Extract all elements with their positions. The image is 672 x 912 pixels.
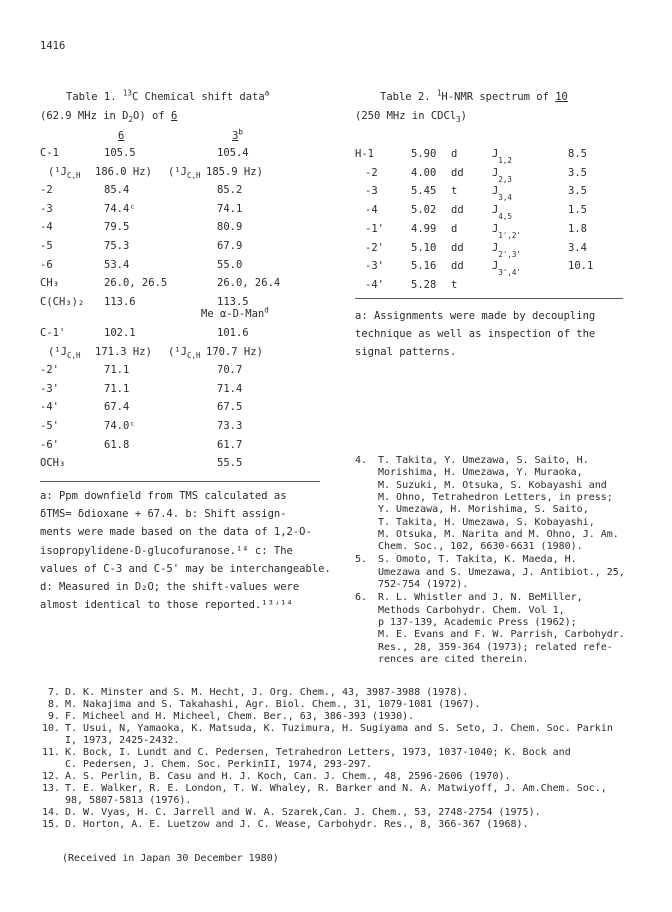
table1-row-value-3: 67.9 (217, 240, 243, 252)
table1-row2-value-3: 101.6 (217, 327, 249, 339)
table2-multiplicity: d (451, 148, 458, 160)
table1-footnote-line: d: Measured in D₂O; the shift-values were (40, 581, 300, 593)
reference-line: M. E. Evans and F. W. Parrish, Carbohydr. (378, 629, 625, 641)
table1-row2-label: -2' (40, 364, 59, 377)
table2-title: Table 2. $^1$H-NMR spectrum of 10 (380, 88, 568, 103)
reference-line: T. E. Walker, R. E. London, T. W. Whaley, R. Barker and N. A. Matwiyoff, J. Am.Chem. Soc., (65, 783, 607, 794)
table1-row-label: ($^1J_{C,H}$ (48, 165, 81, 180)
table2-multiplicity: dd (451, 241, 464, 254)
reference-number: 6. (355, 592, 368, 604)
table2-coupling: $J_{3',4'}$ (492, 260, 521, 278)
table1-row-value-3: 85.2 (217, 184, 243, 197)
table1-title: Table 1. $^{13}$C Chemical shift data$^a$ (66, 88, 270, 103)
table1-row-value-6: 26.0, 26.5 (104, 277, 168, 290)
j-subscript: C,H (66, 350, 81, 360)
reference-line: T. Takita, H. Umezawa, S. Kobayashi, (378, 516, 595, 528)
table2-proton: -4 (365, 204, 378, 217)
table1-row2-label: -4' (40, 401, 59, 414)
table1-footnote-line: ments were made based on the data of 1,2-O- (40, 526, 312, 539)
reference-line: R. L. Whistler and J. N. BeMiller, (378, 592, 583, 604)
table1-row2-value-3: 67.5 (217, 401, 243, 414)
table2-shift: 5.45 (411, 185, 437, 198)
table1-row-label: C-1 (40, 147, 59, 159)
table2-coupling-value: 1.5 (568, 204, 587, 217)
table1-row2-label: -5' (40, 420, 59, 432)
reference-number: 13. (41, 783, 60, 794)
table1-row-value-6: 105.5 (104, 147, 136, 159)
table1-col-6: 6 (118, 130, 125, 142)
table1-row-value-3: 105.4 (217, 147, 249, 159)
table1-row-value-3: 80.9 (217, 221, 243, 234)
reference-line: D. K. Minster and S. M. Hecht, J. Org. Chem., 43, 3987-3988 (1978). (65, 687, 469, 698)
table1-footnote-line: values of C-3 and C-5' may be interchangeable. (40, 562, 331, 575)
table1-row-value-6: 79.5 (104, 221, 130, 234)
reference-line: Morishima, H. Umezawa, Y. Muraoka, (378, 467, 583, 479)
reference-number: 8. (47, 699, 60, 710)
table1-row-label: -2 (40, 184, 53, 197)
table2-coupling: $J_{2',3'}$ (492, 241, 521, 259)
coupling-subscript: 3,4 (498, 193, 512, 203)
reference-line: Methods Carbohydr. Chem. Vol 1, (378, 604, 565, 616)
table2-shift: 4.99 (411, 222, 437, 235)
table2-footnote-line: signal patterns. (355, 346, 457, 359)
table1-row2-value-6: 74.0ᶜ (104, 420, 136, 432)
table2-footnote-line: a: Assignments were made by decoupling (355, 310, 596, 322)
table2-proton: -3 (365, 185, 378, 198)
table1-rule (40, 481, 320, 482)
table1-row-label: CH₃ (40, 277, 59, 290)
table1-row-label: -6 (40, 258, 53, 271)
reference-line: M. Nakajima and S. Takahashi, Agr. Biol. Chem., 31, 1079-1081 (1967). (65, 699, 481, 710)
reference-line: T. Takita, Y. Umezawa, S. Saito, H. (378, 455, 589, 466)
reference-line: Res., 28, 359-364 (1973); related refe- (378, 641, 613, 653)
table1-row-value-6: 53.4 (104, 258, 130, 271)
table2-coupling: $J_{1,2}$ (492, 148, 512, 166)
table1-row2-label: -6' (40, 438, 59, 451)
table1-row-value-3: 74.1 (217, 202, 243, 215)
table2-coupling: $J_{1',2'}$ (492, 222, 521, 240)
table2-coupling-value: 3.5 (568, 185, 587, 198)
reference-line: p 137-139, Academic Press (1962); (378, 616, 577, 628)
reference-line: 752-754 (1972). (378, 579, 469, 590)
table2-proton: -3' (365, 260, 384, 273)
reference-line: D. W. Vyas, H. C. Jarrell and W. A. Szarek,Can. J. Chem., 53, 2748-2754 (1975). (65, 807, 541, 818)
table2-coupling-value: 3.5 (568, 166, 587, 179)
reference-line: rences are cited therein. (378, 653, 529, 665)
table1-row-value-3: 26.0, 26.4 (217, 277, 281, 290)
reference-number: 11. (41, 747, 60, 758)
reference-line: A. S. Perlin, B. Casu and H. J. Koch, Can. J. Chem., 48, 2596-2606 (1970). (65, 771, 511, 782)
table1-row2-value-6: 171.3 Hz) (95, 345, 152, 358)
reference-line: 98, 5807-5813 (1976). (65, 795, 192, 806)
table2-proton: -2' (365, 241, 384, 254)
table1-row2-value-3: 55.5 (217, 457, 243, 470)
table2-multiplicity: t (451, 278, 458, 291)
table1-row2-value-6: 61.8 (104, 438, 130, 451)
table1-col-3: 3$^b$ (232, 127, 243, 142)
table1-row2-label: OCH₃ (40, 457, 66, 470)
table1-row-value-6: 74.4ᶜ (104, 202, 136, 215)
reference-number: 4. (355, 455, 368, 466)
reference-line: F. Micheel and H. Micheel, Chem. Ber., 63, 386-393 (1930). (65, 711, 415, 722)
table1-row-value-6: 85.4 (104, 184, 130, 197)
j-subscript: C,H (66, 170, 81, 180)
reference-line: Umezawa and S. Umezawa, J. Antibiot., 25, (378, 566, 625, 578)
table2-coupling-value: 10.1 (568, 260, 594, 273)
table2-rule (355, 298, 623, 299)
table1-row2-value-6: 71.1 (104, 382, 130, 395)
table1-row2-value-3: 70.7 (217, 364, 243, 377)
table2-shift: 4.00 (411, 166, 437, 179)
coupling-subscript: 2,3 (498, 174, 512, 184)
table1-row2-value-6: 102.1 (104, 327, 136, 339)
table2-proton: -1' (365, 222, 384, 235)
table1-row2-jlabel: ($^1J_{C,H}$ (168, 345, 201, 360)
table1-row2-value-3: 71.4 (217, 382, 243, 395)
reference-line: Chem. Soc., 102, 6630-6631 (1980). (378, 541, 583, 553)
reference-number: 5. (355, 554, 368, 566)
table2-coupling-value: 1.8 (568, 222, 587, 235)
reference-line: C. Pedersen, J. Chem. Soc. PerkinII, 1974, 293-297. (65, 759, 373, 770)
table1-row-value-6: 75.3 (104, 240, 130, 252)
table1-row-value-6: 113.6 (104, 295, 136, 308)
table2-multiplicity: dd (451, 204, 464, 217)
table1-row2-label: ($^1J_{C,H}$ (48, 345, 81, 360)
reference-number: 10. (41, 723, 60, 734)
reference-line: K. Bock, I. Lundt and C. Pedersen, Tetrahedron Letters, 1973, 1037-1040; K. Bock and (65, 747, 571, 758)
table1-row-label: -3 (40, 202, 53, 215)
table1-row-label: C(CH₃)₂ (40, 295, 85, 308)
coupling-subscript: 1',2' (498, 230, 521, 240)
table1-footnote-line: a: Ppm downfield from TMS calculated as (40, 490, 287, 502)
table1-footnote-line: almost identical to those reported.¹³ʴ¹⁴ (40, 599, 293, 612)
table1-row2-value-6: 67.4 (104, 401, 130, 414)
table1-subtitle: (62.9 MHz in $D_2O$) of 6 (40, 110, 178, 125)
reference-line: M. Otsuka, M. Narita and M. Ohno, J. Am. (378, 528, 619, 540)
coupling-subscript: 2',3' (498, 249, 521, 259)
table2-proton: -2 (365, 166, 378, 179)
table2-coupling-value: 3.4 (568, 241, 587, 254)
table1-row-jlabel: ($^1J_{C,H}$ (168, 165, 201, 180)
table2-coupling: $J_{4,5}$ (492, 204, 512, 222)
coupling-subscript: 4,5 (498, 212, 512, 222)
reference-number: 12. (41, 771, 60, 782)
me-man-header: Me α-D-Man$^d$ (201, 305, 269, 320)
table2-shift: 5.28 (411, 278, 437, 291)
table1-row-value-3: 113.5 (217, 295, 249, 308)
table2-subtitle: (250 MHz in CDCl$_3$) (355, 110, 467, 125)
reference-line: T. Usui, N, Yamaoka, K. Matsuda, K. Tuzimura, H. Sugiyama and S. Seto, J. Chem. Soc. Parkin (65, 723, 613, 734)
table1-row2-value-3: 73.3 (217, 420, 243, 432)
table1-row2-value-3: 61.7 (217, 438, 243, 451)
reference-line: S. Omoto, T. Takita, K. Maeda, H. (378, 554, 577, 566)
table2-multiplicity: t (451, 185, 458, 198)
table1-row-label: -4 (40, 221, 53, 234)
table1-row-value-3: 185.9 Hz) (206, 165, 263, 178)
table1-row2-value-3: 170.7 Hz) (206, 345, 263, 358)
table2-coupling: $J_{3,4}$ (492, 185, 512, 203)
table1-row-label: -5 (40, 240, 53, 252)
j-subscript: C,H (186, 350, 201, 360)
table2-multiplicity: dd (451, 260, 464, 273)
table1-footnote-line: δTMS= δdioxane + 67.4. b: Shift assign- (40, 508, 287, 521)
reference-number: 15. (41, 819, 60, 830)
table2-proton: H-1 (355, 148, 374, 160)
reference-line: I, 1973, 2425-2432. (65, 735, 180, 746)
reference-number: 9. (47, 711, 60, 722)
table2-shift: 5.02 (411, 204, 437, 217)
table2-multiplicity: d (451, 222, 458, 235)
coupling-subscript: 3',4' (498, 268, 521, 278)
table2-shift: 5.16 (411, 260, 437, 273)
reference-number: 7. (47, 687, 60, 698)
table1-row-value-6: 186.0 Hz) (95, 165, 152, 178)
table2-multiplicity: dd (451, 166, 464, 179)
table2-footnote-line: technique as well as inspection of the (355, 328, 596, 341)
table1-row-value-3: 55.0 (217, 258, 243, 271)
received-note: (Received in Japan 30 December 1980) (62, 853, 279, 864)
table2-coupling: $J_{2,3}$ (492, 166, 512, 184)
table1-row2-value-6: 71.1 (104, 364, 130, 377)
page-number: 1416 (40, 40, 66, 52)
reference-number: 14. (41, 807, 60, 818)
table1-row2-label: C-1' (40, 327, 66, 339)
reference-line: D. Horton, A. E. Luetzow and J. C. Wease, Carbohydr. Res., 8, 366-367 (1968). (65, 819, 529, 830)
j-subscript: C,H (186, 170, 201, 180)
table2-shift: 5.90 (411, 148, 437, 160)
table2-proton: -4' (365, 278, 384, 291)
reference-line: M. Ohno, Tetrahedron Letters, in press; (378, 491, 613, 503)
table1-footnote-line: isopropylidene-D-glucofuranose.¹⁴ c: The (40, 544, 293, 557)
table2-shift: 5.10 (411, 241, 437, 254)
coupling-subscript: 1,2 (498, 156, 512, 166)
table1-row2-label: -3' (40, 382, 59, 395)
reference-line: Y. Umezawa, H. Morishima, S. Saito, (378, 504, 589, 516)
reference-line: M. Suzuki, M. Otsuka, S. Kobayashi and (378, 479, 607, 491)
table2-coupling-value: 8.5 (568, 148, 587, 160)
